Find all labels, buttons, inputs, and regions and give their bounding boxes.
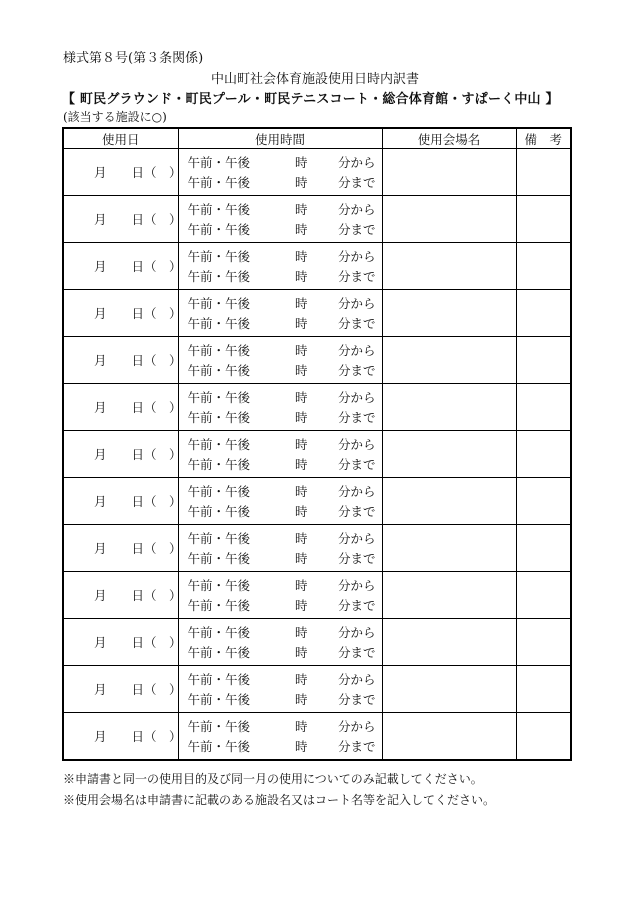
column-header-time: 使用時間 bbox=[178, 128, 382, 149]
hour-label: 時 bbox=[294, 551, 308, 566]
ampm-label: 午前・午後 bbox=[187, 625, 251, 640]
usage-date-cell[interactable]: 月 日（ ） bbox=[63, 525, 178, 572]
hour-label: 時 bbox=[294, 625, 308, 640]
usage-date-cell[interactable]: 月 日（ ） bbox=[63, 337, 178, 384]
form-number: 様式第８号(第３条関係) bbox=[63, 51, 204, 66]
time-from-line bbox=[179, 293, 382, 313]
minute-to-label: 分まで bbox=[337, 363, 376, 378]
venue-name-cell[interactable] bbox=[382, 149, 516, 196]
time-from-line bbox=[179, 528, 382, 548]
ampm-label: 午前・午後 bbox=[187, 410, 251, 425]
usage-date-cell[interactable]: 月 日（ ） bbox=[63, 243, 178, 290]
time-to-line bbox=[179, 454, 382, 474]
ampm-label: 午前・午後 bbox=[187, 484, 251, 499]
hour-label: 時 bbox=[294, 578, 308, 593]
venue-name-cell[interactable] bbox=[382, 384, 516, 431]
hour-label: 時 bbox=[294, 155, 308, 170]
table-row bbox=[63, 431, 571, 478]
usage-time-cell[interactable] bbox=[178, 243, 382, 290]
hour-label: 時 bbox=[294, 598, 308, 613]
time-to-line bbox=[179, 501, 382, 521]
venue-name-cell[interactable] bbox=[382, 290, 516, 337]
column-header-venue: 使用会場名 bbox=[382, 128, 516, 149]
column-header-date: 使用日 bbox=[63, 128, 178, 149]
minute-from-label: 分から bbox=[337, 437, 376, 452]
table-row bbox=[63, 243, 571, 290]
usage-time-cell[interactable] bbox=[178, 713, 382, 761]
venue-name-cell[interactable] bbox=[382, 666, 516, 713]
usage-date-cell[interactable]: 月 日（ ） bbox=[63, 431, 178, 478]
usage-date-cell[interactable]: 月 日（ ） bbox=[63, 384, 178, 431]
facility-list: 【 町民グラウンド・町民プール・町民テニスコート・総合体育館・すぱーく中山 】 bbox=[62, 92, 559, 107]
remarks-cell[interactable] bbox=[516, 666, 571, 713]
ampm-label: 午前・午後 bbox=[187, 202, 251, 217]
usage-date-cell[interactable]: 月 日（ ） bbox=[63, 290, 178, 337]
hour-label: 時 bbox=[294, 739, 308, 754]
time-from-line bbox=[179, 669, 382, 689]
ampm-label: 午前・午後 bbox=[187, 437, 251, 452]
hour-label: 時 bbox=[294, 202, 308, 217]
time-from-line bbox=[179, 340, 382, 360]
remarks-cell[interactable] bbox=[516, 290, 571, 337]
table-row bbox=[63, 290, 571, 337]
table-row bbox=[63, 713, 571, 761]
facility-mark-note: (該当する施設に○) bbox=[63, 110, 167, 124]
remarks-cell[interactable] bbox=[516, 431, 571, 478]
minute-to-label: 分まで bbox=[337, 692, 376, 707]
hour-label: 時 bbox=[294, 363, 308, 378]
hour-label: 時 bbox=[294, 410, 308, 425]
minute-from-label: 分から bbox=[337, 390, 376, 405]
time-from-line bbox=[179, 434, 382, 454]
table-row bbox=[63, 149, 571, 196]
ampm-label: 午前・午後 bbox=[187, 175, 251, 190]
venue-name-cell[interactable] bbox=[382, 525, 516, 572]
remarks-cell[interactable] bbox=[516, 243, 571, 290]
ampm-label: 午前・午後 bbox=[187, 578, 251, 593]
ampm-label: 午前・午後 bbox=[187, 739, 251, 754]
minute-to-label: 分まで bbox=[337, 410, 376, 425]
ampm-label: 午前・午後 bbox=[187, 598, 251, 613]
usage-schedule-table bbox=[62, 127, 572, 761]
minute-from-label: 分から bbox=[337, 625, 376, 640]
minute-from-label: 分から bbox=[337, 343, 376, 358]
column-header-remarks: 備 考 bbox=[516, 128, 571, 149]
venue-name-cell[interactable] bbox=[382, 572, 516, 619]
table-row bbox=[63, 666, 571, 713]
usage-time-cell[interactable] bbox=[178, 196, 382, 243]
ampm-label: 午前・午後 bbox=[187, 363, 251, 378]
time-to-line bbox=[179, 266, 382, 286]
table-row bbox=[63, 478, 571, 525]
usage-date-cell[interactable]: 月 日（ ） bbox=[63, 196, 178, 243]
venue-name-cell[interactable] bbox=[382, 478, 516, 525]
usage-time-cell[interactable] bbox=[178, 337, 382, 384]
remarks-cell[interactable] bbox=[516, 149, 571, 196]
ampm-label: 午前・午後 bbox=[187, 343, 251, 358]
hour-label: 時 bbox=[294, 719, 308, 734]
minute-from-label: 分から bbox=[337, 296, 376, 311]
table-row bbox=[63, 525, 571, 572]
footnote-venue-name: ※使用会場名は申請書に記載のある施設名又はコート名等を記入してください。 bbox=[63, 793, 496, 807]
usage-time-cell[interactable] bbox=[178, 619, 382, 666]
time-to-line bbox=[179, 595, 382, 615]
minute-to-label: 分まで bbox=[337, 739, 376, 754]
time-to-line bbox=[179, 736, 382, 756]
ampm-label: 午前・午後 bbox=[187, 457, 251, 472]
time-from-line bbox=[179, 387, 382, 407]
minute-to-label: 分まで bbox=[337, 551, 376, 566]
minute-from-label: 分から bbox=[337, 531, 376, 546]
venue-name-cell[interactable] bbox=[382, 431, 516, 478]
minute-to-label: 分まで bbox=[337, 457, 376, 472]
usage-time-cell[interactable] bbox=[178, 572, 382, 619]
footnote-purpose: ※申請書と同一の使用目的及び同一月の使用についてのみ記載してください。 bbox=[63, 772, 483, 786]
usage-date-cell[interactable]: 月 日（ ） bbox=[63, 666, 178, 713]
time-to-line bbox=[179, 313, 382, 333]
ampm-label: 午前・午後 bbox=[187, 645, 251, 660]
ampm-label: 午前・午後 bbox=[187, 672, 251, 687]
minute-from-label: 分から bbox=[337, 249, 376, 264]
usage-time-cell[interactable] bbox=[178, 478, 382, 525]
usage-time-cell[interactable] bbox=[178, 149, 382, 196]
hour-label: 時 bbox=[294, 175, 308, 190]
usage-date-cell[interactable]: 月 日（ ） bbox=[63, 619, 178, 666]
remarks-cell[interactable] bbox=[516, 713, 571, 761]
time-from-line bbox=[179, 199, 382, 219]
minute-from-label: 分から bbox=[337, 155, 376, 170]
venue-name-cell[interactable] bbox=[382, 619, 516, 666]
hour-label: 時 bbox=[294, 390, 308, 405]
time-to-line bbox=[179, 219, 382, 239]
minute-from-label: 分から bbox=[337, 578, 376, 593]
hour-label: 時 bbox=[294, 249, 308, 264]
minute-from-label: 分から bbox=[337, 672, 376, 687]
minute-to-label: 分まで bbox=[337, 316, 376, 331]
hour-label: 時 bbox=[294, 269, 308, 284]
ampm-label: 午前・午後 bbox=[187, 316, 251, 331]
remarks-cell[interactable] bbox=[516, 337, 571, 384]
ampm-label: 午前・午後 bbox=[187, 504, 251, 519]
ampm-label: 午前・午後 bbox=[187, 531, 251, 546]
minute-to-label: 分まで bbox=[337, 222, 376, 237]
remarks-cell[interactable] bbox=[516, 384, 571, 431]
usage-date-cell[interactable]: 月 日（ ） bbox=[63, 713, 178, 761]
table-row bbox=[63, 384, 571, 431]
minute-to-label: 分まで bbox=[337, 269, 376, 284]
minute-to-label: 分まで bbox=[337, 175, 376, 190]
usage-time-cell[interactable] bbox=[178, 666, 382, 713]
usage-date-cell[interactable]: 月 日（ ） bbox=[63, 572, 178, 619]
hour-label: 時 bbox=[294, 645, 308, 660]
hour-label: 時 bbox=[294, 504, 308, 519]
hour-label: 時 bbox=[294, 692, 308, 707]
ampm-label: 午前・午後 bbox=[187, 719, 251, 734]
table-header-row bbox=[63, 128, 571, 149]
usage-time-cell[interactable] bbox=[178, 290, 382, 337]
hour-label: 時 bbox=[294, 343, 308, 358]
minute-to-label: 分まで bbox=[337, 598, 376, 613]
document-title: 中山町社会体育施設使用日時内訳書 bbox=[210, 72, 419, 87]
minute-to-label: 分まで bbox=[337, 645, 376, 660]
usage-date-cell[interactable]: 月 日（ ） bbox=[63, 149, 178, 196]
hour-label: 時 bbox=[294, 531, 308, 546]
ampm-label: 午前・午後 bbox=[187, 269, 251, 284]
time-to-line bbox=[179, 689, 382, 709]
table-row bbox=[63, 337, 571, 384]
hour-label: 時 bbox=[294, 222, 308, 237]
ampm-label: 午前・午後 bbox=[187, 551, 251, 566]
ampm-label: 午前・午後 bbox=[187, 692, 251, 707]
table-row bbox=[63, 196, 571, 243]
time-from-line bbox=[179, 481, 382, 501]
time-from-line bbox=[179, 622, 382, 642]
time-to-line bbox=[179, 548, 382, 568]
hour-label: 時 bbox=[294, 457, 308, 472]
usage-date-cell[interactable]: 月 日（ ） bbox=[63, 478, 178, 525]
hour-label: 時 bbox=[294, 437, 308, 452]
remarks-cell[interactable] bbox=[516, 196, 571, 243]
time-from-line bbox=[179, 575, 382, 595]
table-row bbox=[63, 572, 571, 619]
ampm-label: 午前・午後 bbox=[187, 390, 251, 405]
usage-time-cell[interactable] bbox=[178, 431, 382, 478]
minute-from-label: 分から bbox=[337, 484, 376, 499]
minute-from-label: 分から bbox=[337, 202, 376, 217]
time-to-line bbox=[179, 360, 382, 380]
venue-name-cell[interactable] bbox=[382, 243, 516, 290]
remarks-cell[interactable] bbox=[516, 525, 571, 572]
venue-name-cell[interactable] bbox=[382, 337, 516, 384]
hour-label: 時 bbox=[294, 484, 308, 499]
time-to-line bbox=[179, 642, 382, 662]
ampm-label: 午前・午後 bbox=[187, 296, 251, 311]
ampm-label: 午前・午後 bbox=[187, 249, 251, 264]
time-to-line bbox=[179, 172, 382, 192]
venue-name-cell[interactable] bbox=[382, 713, 516, 761]
minute-to-label: 分まで bbox=[337, 504, 376, 519]
time-from-line bbox=[179, 152, 382, 172]
ampm-label: 午前・午後 bbox=[187, 222, 251, 237]
time-from-line bbox=[179, 716, 382, 736]
hour-label: 時 bbox=[294, 316, 308, 331]
venue-name-cell[interactable] bbox=[382, 196, 516, 243]
usage-time-cell[interactable] bbox=[178, 384, 382, 431]
table-row bbox=[63, 619, 571, 666]
time-from-line bbox=[179, 246, 382, 266]
time-to-line bbox=[179, 407, 382, 427]
minute-from-label: 分から bbox=[337, 719, 376, 734]
hour-label: 時 bbox=[294, 672, 308, 687]
remarks-cell[interactable] bbox=[516, 478, 571, 525]
ampm-label: 午前・午後 bbox=[187, 155, 251, 170]
remarks-cell[interactable] bbox=[516, 572, 571, 619]
remarks-cell[interactable] bbox=[516, 619, 571, 666]
hour-label: 時 bbox=[294, 296, 308, 311]
usage-time-cell[interactable] bbox=[178, 525, 382, 572]
